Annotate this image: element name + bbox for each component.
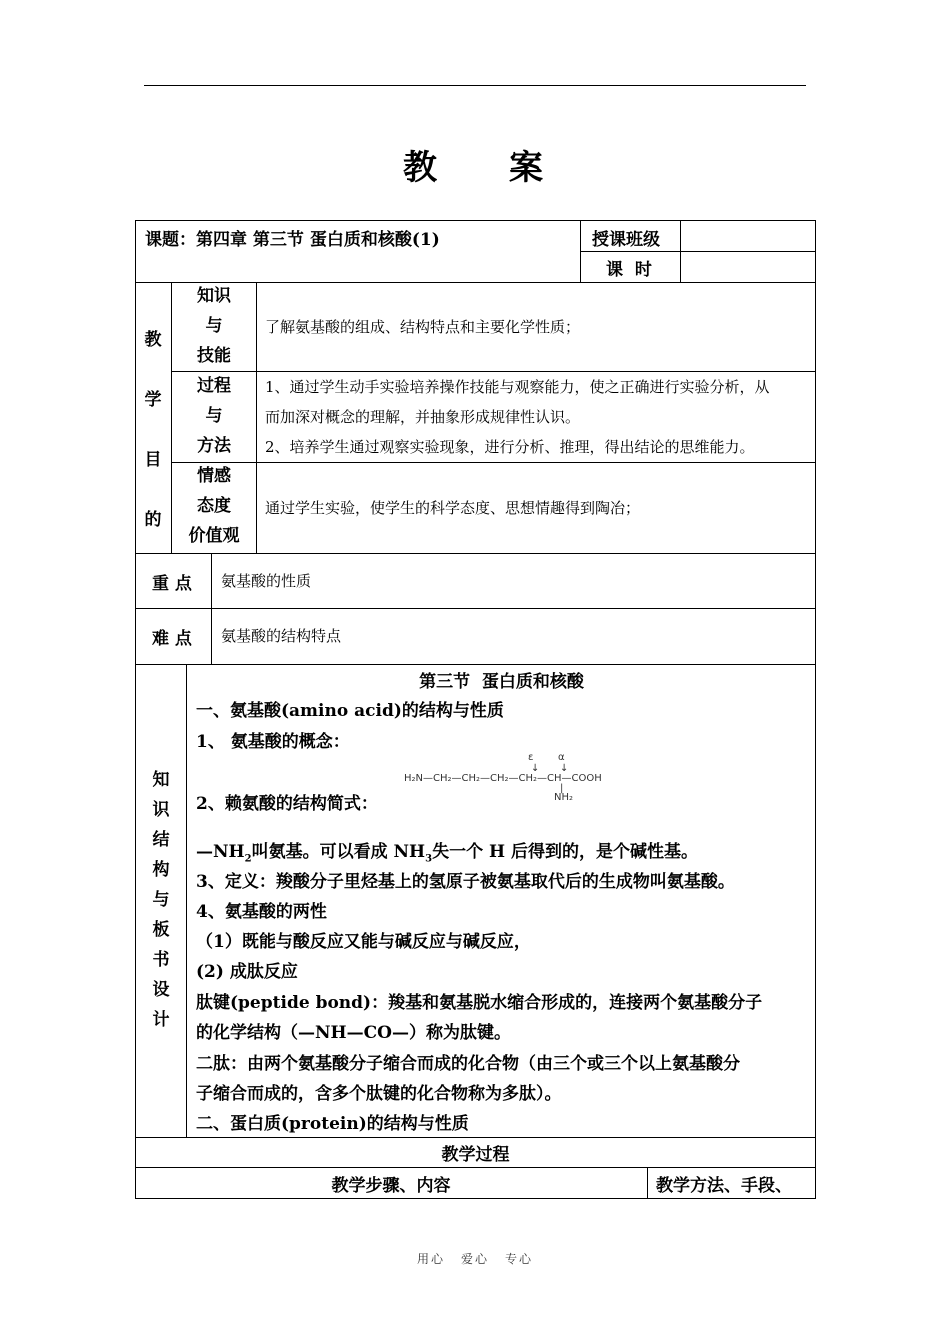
page-title: 教 案 bbox=[403, 148, 547, 188]
knowledge-line-5: 3、定义：羧酸分子里烃基上的氢原子被氨基取代后的生成物叫氨基酸。 bbox=[196, 872, 735, 892]
knowledge-line-7: （1）既能与酸反应又能与碱反应与碱反应， bbox=[196, 932, 531, 952]
key-point-label: 重 点 bbox=[152, 574, 192, 594]
knowledge-line-4: $—NH_2$叫氨基。可以看成 $NH_3$失一个 H 后得到的，是个碱性基。 bbox=[196, 842, 698, 865]
section-title: 第三节 蛋白质和核酸 bbox=[419, 672, 584, 692]
process-col-methods: 教学方法、手段、 bbox=[656, 1176, 792, 1196]
objective-content-attitude: 通过学生实验，使学生的科学态度、思想情趣得到陶冶； bbox=[265, 499, 641, 517]
knowledge-line-1: 一、氨基酸(amino acid)的结构与性质 bbox=[196, 701, 504, 721]
page-footer: 用心 爱心 专心 bbox=[416, 1252, 534, 1266]
objective-label-process: 过程 与 方法 bbox=[197, 376, 231, 456]
knowledge-line-2: 1、 氨基酸的概念： bbox=[196, 732, 350, 752]
process-col-steps: 教学步骤、内容 bbox=[331, 1176, 451, 1196]
knowledge-line-13: 二、蛋白质(protein)的结构与性质 bbox=[196, 1114, 469, 1134]
process-title: 教学过程 bbox=[441, 1145, 510, 1165]
lysine-structure-formula: ε α ↓ ↓ H₂N—CH₂—CH₂—CH₂—CH₂—CH—COOH | NH₂ bbox=[404, 752, 602, 803]
knowledge-line-10: 的化学结构（—NH—CO—）称为肽键。 bbox=[196, 1023, 511, 1043]
objective-content-knowledge: 了解氨基酸的组成、结构特点和主要化学性质； bbox=[265, 318, 581, 336]
hours-label: 课 时 bbox=[606, 260, 652, 280]
difficult-point-label: 难 点 bbox=[152, 629, 192, 649]
objective-content-process-2: 而加深对概念的理解，并抽象形成规律性认识。 bbox=[265, 408, 581, 426]
header-rule bbox=[144, 85, 806, 86]
class-label: 授课班级 bbox=[592, 230, 660, 250]
objective-label-knowledge: 知识 与 技能 bbox=[197, 286, 231, 366]
knowledge-line-11: 二肽：由两个氨基酸分子缩合而成的化合物（由三个或三个以上氨基酸分 bbox=[196, 1054, 740, 1074]
knowledge-line-9: 肽键(peptide bond)：羧基和氨基脱水缩合形成的，连接两个氨基酸分子 bbox=[196, 993, 763, 1013]
objective-content-process-1: 1、通过学生动手实验培养操作技能与观察能力，使之正确进行实验分析，从 bbox=[265, 378, 770, 396]
difficult-point-value: 氨基酸的结构特点 bbox=[221, 627, 342, 645]
knowledge-line-6: 4、氨基酸的两性 bbox=[196, 902, 327, 922]
key-point-value: 氨基酸的性质 bbox=[221, 572, 312, 590]
objectives-side-label: 教 学 目 的 bbox=[144, 330, 162, 530]
objective-content-process-3: 2、培养学生通过观察实验现象，进行分析、推理，得出结论的思维能力。 bbox=[265, 438, 755, 456]
knowledge-line-12: 子缩合而成的，含多个肽键的化合物称为多肽）。 bbox=[196, 1084, 562, 1104]
objective-label-attitude: 情感 态度 价值观 bbox=[188, 466, 240, 546]
knowledge-line-3: 2、赖氨酸的结构简式： bbox=[196, 794, 378, 814]
knowledge-line-8: (2) 成肽反应 bbox=[196, 962, 298, 982]
knowledge-side-label: 知 识 结 构 与 板 书 设 计 bbox=[152, 770, 170, 1030]
topic-title: 课题：第四章 第三节 蛋白质和核酸(1) bbox=[145, 230, 440, 250]
